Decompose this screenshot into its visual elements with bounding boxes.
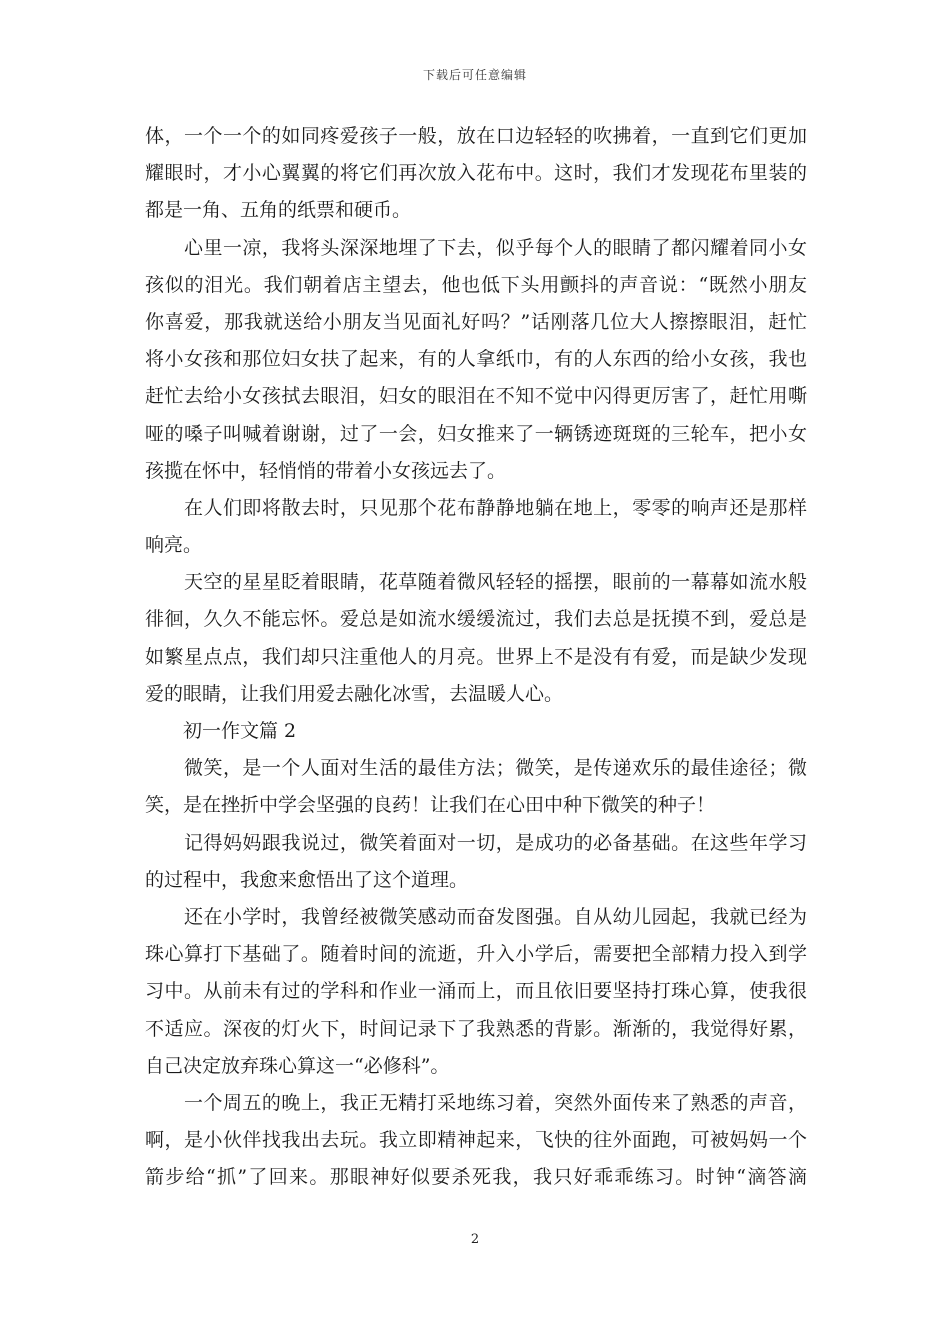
text-line: 记得妈妈跟我说过，微笑着面对一切，是成功的必备基础。在这些年学习 bbox=[145, 831, 807, 854]
text-line: 箭步给“抓”了回来。那眼神好似要杀死我，我只好乖乖练习。时钟“滴答滴 bbox=[145, 1166, 807, 1189]
text-line: 孩似的泪光。我们朝着店主望去，他也低下头用颤抖的声音说：“既然小朋友 bbox=[145, 273, 807, 296]
text-line: 啊，是小伙伴找我出去玩。我立即精神起来，飞快的往外面跑，可被妈妈一个 bbox=[145, 1129, 807, 1152]
text-line: 微笑，是一个人面对生活的最佳方法；微笑，是传递欢乐的最佳途径；微 bbox=[145, 757, 807, 780]
text-line: 徘徊，久久不能忘怀。爱总是如流水缓缓流过，我们去总是抚摸不到，爱总是 bbox=[145, 608, 807, 631]
document-body bbox=[145, 118, 807, 1196]
text-line: 响亮。 bbox=[145, 534, 203, 557]
page-header: 下载后可任意编辑 bbox=[422, 68, 527, 82]
text-line: 心里一凉，我将头深深地埋了下去，似乎每个人的眼睛了都闪耀着同小女 bbox=[145, 236, 807, 259]
page-number: 2 bbox=[470, 1232, 480, 1247]
text-line: 天空的星星眨着眼睛，花草随着微风轻轻的摇摆，眼前的一幕幕如流水般 bbox=[145, 571, 807, 594]
text-line: 赶忙去给小女孩拭去眼泪，妇女的眼泪在不知不觉中闪得更厉害了，赶忙用嘶 bbox=[145, 385, 807, 408]
text-line: 还在小学时，我曾经被微笑感动而奋发图强。自从幼儿园起，我就已经为 bbox=[145, 905, 807, 928]
text-line: 在人们即将散去时，只见那个花布静静地躺在地上，零零的响声还是那样 bbox=[145, 496, 807, 519]
text-line: 初一作文篇 2 bbox=[145, 720, 297, 742]
text-line: 耀眼时，才小心翼翼的将它们再次放入花布中。这时，我们才发现花布里装的 bbox=[145, 162, 807, 185]
text-line: 自己决定放弃珠心算这一“必修科”。 bbox=[145, 1054, 450, 1077]
text-line: 如繁星点点，我们却只注重他人的月亮。世界上不是没有有爱，而是缺少发现 bbox=[145, 645, 807, 668]
text-line: 一个周五的晚上，我正无精打采地练习着，突然外面传来了熟悉的声音， bbox=[145, 1091, 807, 1114]
text-line: 珠心算打下基础了。随着时间的流逝，升入小学后，需要把全部精力投入到学 bbox=[145, 943, 807, 966]
text-line: 将小女孩和那位妇女扶了起来，有的人拿纸巾，有的人东西的给小女孩，我也 bbox=[145, 348, 807, 371]
text-line: 习中。从前未有过的学科和作业一涌而上，而且依旧要坚持打珠心算，使我很 bbox=[145, 980, 807, 1003]
text-line: 你喜爱，那我就送给小朋友当见面礼好吗？”话刚落几位大人擦擦眼泪，赶忙 bbox=[145, 310, 807, 333]
text-line: 不适应。深夜的灯火下，时间记录下了我熟悉的背影。渐渐的，我觉得好累， bbox=[145, 1017, 807, 1040]
text-line: 的过程中，我愈来愈悟出了这个道理。 bbox=[145, 868, 469, 891]
text-line: 笑，是在挫折中学会坚强的良药！让我们在心田中种下微笑的种子！ bbox=[145, 794, 716, 817]
text-line: 哑的嗓子叫喊着谢谢，过了一会，妇女推来了一辆锈迹斑斑的三轮车，把小女 bbox=[145, 422, 807, 445]
text-line: 都是一角、五角的纸票和硬币。 bbox=[145, 199, 412, 222]
text-line: 孩揽在怀中，轻悄悄的带着小女孩远去了。 bbox=[145, 459, 507, 482]
text-line: 爱的眼睛，让我们用爱去融化冰雪，去温暖人心。 bbox=[145, 682, 564, 705]
text-line: 体，一个一个的如同疼爱孩子一般，放在口边轻轻的吹拂着，一直到它们更加 bbox=[145, 125, 807, 147]
